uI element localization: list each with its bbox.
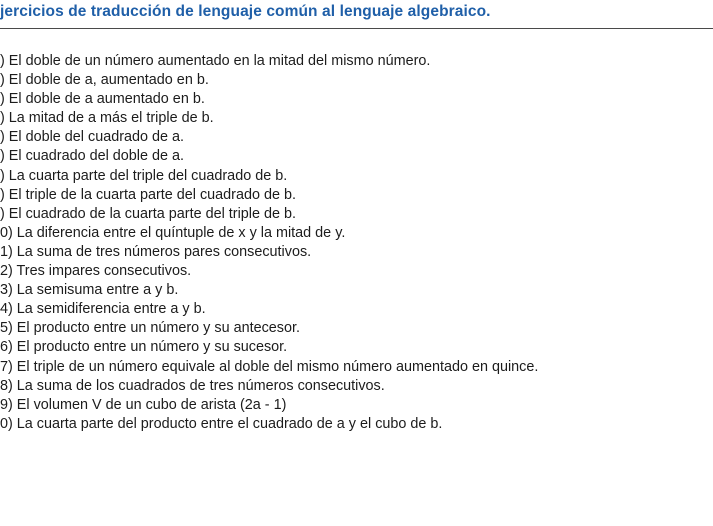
- item-text: El triple de un número equivale al doble del mismo número aumentado en quince.: [12, 358, 539, 375]
- title-divider: [0, 28, 713, 29]
- item-number: 9): [0, 396, 13, 413]
- list-item: [0, 90, 538, 109]
- item-text: El doble de a aumentado en b.: [4, 91, 205, 108]
- item-text: La semisuma entre a y b.: [12, 282, 179, 299]
- item-text: La suma de los cuadrados de tres números consecutivos.: [12, 377, 385, 394]
- list-item: [0, 396, 538, 415]
- item-text: La suma de tres números pares consecutivos.: [12, 243, 312, 260]
- item-number: 7): [0, 358, 13, 375]
- list-item: [0, 52, 538, 71]
- list-item: [0, 109, 538, 128]
- list-item: [0, 338, 538, 357]
- list-item: [0, 243, 538, 262]
- list-item: [0, 167, 538, 186]
- item-number: ): [0, 167, 5, 184]
- item-number: ): [0, 129, 5, 146]
- item-text: La diferencia entre el quíntuple de x y la mitad de y.: [12, 224, 346, 241]
- item-text: La mitad de a más el triple de b.: [4, 110, 214, 127]
- item-number: ): [0, 110, 5, 127]
- item-number: ): [0, 53, 5, 69]
- item-text: La cuarta parte del producto entre el cuadrado de a y el cubo de b.: [12, 415, 443, 432]
- item-text: El doble de un número aumentado en la mitad del mismo número.: [4, 53, 431, 69]
- item-text: El doble de a, aumentado en b.: [4, 72, 209, 89]
- item-number: 0): [0, 224, 13, 241]
- item-text: El triple de la cuarta parte del cuadrado de b.: [4, 186, 296, 203]
- item-number: 2): [0, 263, 13, 280]
- list-item: [0, 300, 538, 319]
- item-text: El cuadrado del doble de a.: [4, 148, 185, 165]
- list-item: [0, 319, 538, 338]
- item-text: El doble del cuadrado de a.: [4, 129, 185, 146]
- item-text: La semidiferencia entre a y b.: [12, 301, 206, 318]
- item-number: 5): [0, 320, 13, 337]
- item-text: El producto entre un número y su sucesor.: [12, 339, 288, 356]
- list-item: [0, 415, 538, 434]
- item-number: 4): [0, 301, 13, 318]
- item-text: La cuarta parte del triple del cuadrado de b.: [4, 167, 288, 184]
- list-item: [0, 281, 538, 300]
- item-text: El cuadrado de la cuarta parte del triple de b.: [4, 205, 296, 222]
- exercise-list: [0, 52, 538, 434]
- item-number: ): [0, 186, 5, 203]
- item-number: ): [0, 72, 5, 89]
- item-number: 3): [0, 282, 13, 299]
- document-title: jercicios de traducción de lenguaje común al lenguaje algebraico.: [0, 3, 491, 20]
- list-item: [0, 358, 538, 377]
- item-text: Tres impares consecutivos.: [12, 263, 192, 280]
- item-number: ): [0, 205, 5, 222]
- list-item: [0, 147, 538, 166]
- list-item: [0, 377, 538, 396]
- list-item: [0, 205, 538, 224]
- item-text: El volumen V de un cubo de arista (2a - 1): [12, 396, 287, 413]
- list-item: [0, 224, 538, 243]
- list-item: [0, 71, 538, 90]
- item-number: ): [0, 91, 5, 108]
- item-number: 1): [0, 243, 13, 260]
- list-item: [0, 262, 538, 281]
- item-number: 0): [0, 415, 13, 432]
- list-item: [0, 128, 538, 147]
- item-number: 8): [0, 377, 13, 394]
- item-number: 6): [0, 339, 13, 356]
- list-item: [0, 186, 538, 205]
- item-number: ): [0, 148, 5, 165]
- item-text: El producto entre un número y su antecesor.: [12, 320, 300, 337]
